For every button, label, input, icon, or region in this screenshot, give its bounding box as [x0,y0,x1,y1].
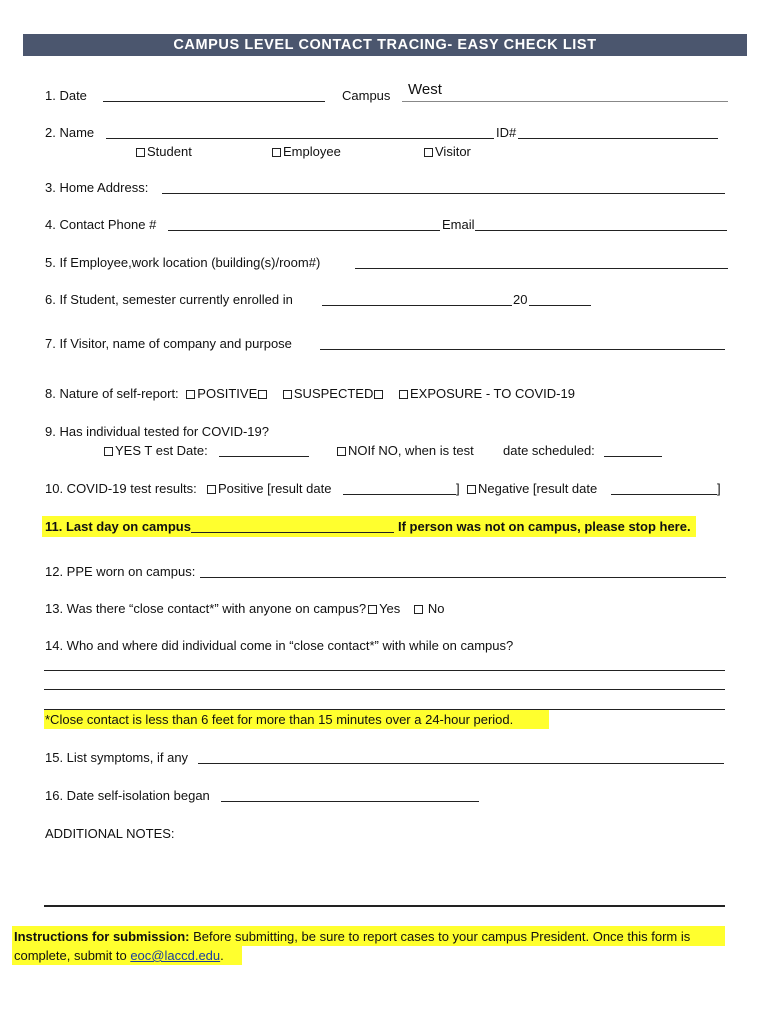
year-field[interactable] [529,305,591,306]
result-positive-checkbox[interactable] [207,485,216,494]
instructions-heading: Instructions for submission: [14,929,190,944]
visitor-option-label: Visitor [435,144,471,159]
last-day-label: 11. Last day on campus [45,519,191,534]
campus-label: Campus [342,88,391,103]
result-positive-bracket: ] [456,481,460,496]
visitor-company-label: 7. If Visitor, name of company and purpose [45,336,292,351]
who-where-label: 14. Who and where did individual come in “close contact*” with while on campus? [45,638,514,653]
instructions-text-2: complete, submit to [14,948,131,963]
visitor-company-field[interactable] [320,349,725,350]
close-contact-yes-label: Yes [379,601,401,616]
name-label: 2. Name [45,125,95,140]
close-contact-label: 13. Was there “close contact*” with anyone on campus? [45,601,367,616]
tested-yes-label: YES T est Date: [115,443,208,458]
tested-no-label: NOIf NO, when is test [348,443,474,458]
ppe-label: 12. PPE worn on campus: [45,564,196,579]
tested-yes-option[interactable] [104,443,208,458]
year-prefix: 20 [513,292,528,307]
semester-label: 6. If Student, semester currently enrolled in [45,292,293,307]
submission-email-link[interactable]: eoc@laccd.edu [130,948,221,963]
result-negative-label: Negative [result date [478,481,598,496]
nature-label: 8. Nature of self-report: [45,386,179,401]
tested-label: 9. Has individual tested for COVID-19? [45,424,269,439]
positive-option-label: POSITIVE [197,386,258,401]
result-negative-option[interactable] [467,481,597,496]
additional-notes-field[interactable] [44,905,725,907]
test-results-label: 10. COVID-19 test results: [45,481,197,496]
employee-option[interactable] [272,144,341,159]
close-contact-no-checkbox[interactable] [414,605,423,614]
date-field[interactable] [103,101,325,102]
student-option-label: Student [147,144,192,159]
email-label: Email [442,217,475,232]
result-positive-option[interactable] [207,481,331,496]
visitor-checkbox[interactable] [424,148,433,157]
symptoms-label: 15. List symptoms, if any [45,750,189,765]
instructions-period: . [220,948,224,963]
positive-extra-checkbox[interactable] [258,390,267,399]
suspected-option-label: SUSPECTED [293,386,374,401]
last-day-field[interactable] [191,532,394,533]
result-positive-label: Positive [result date [218,481,332,496]
additional-notes-label: ADDITIONAL NOTES: [45,826,175,841]
work-location-label: 5. If Employee,work location (building(s)/room#) [45,255,321,270]
close-contact-yes-checkbox[interactable] [368,605,377,614]
name-field[interactable] [106,138,494,139]
close-contact-question [45,601,445,616]
date-scheduled-field[interactable] [604,456,662,457]
who-where-line-1[interactable] [44,670,725,671]
student-option[interactable] [136,144,192,159]
test-date-field[interactable] [219,456,309,457]
result-negative-checkbox[interactable] [467,485,476,494]
tested-yes-checkbox[interactable] [104,447,113,456]
instructions-text-1: Before submitting, be sure to report cases to your campus President. Once this form is [189,929,691,944]
date-label: 1. Date [45,88,87,103]
suspected-checkbox[interactable] [283,390,292,399]
exposure-checkbox[interactable] [399,390,408,399]
form-title: CAMPUS LEVEL CONTACT TRACING- EASY CHECK LIST [173,37,597,53]
who-where-line-2[interactable] [44,689,725,690]
close-contact-note: *Close contact is less than 6 feet for more than 15 minutes over a 24-hour period. [45,712,514,727]
instructions-line-1 [14,929,690,944]
tested-no-option[interactable] [337,443,474,458]
tested-no-checkbox[interactable] [337,447,346,456]
phone-label: 4. Contact Phone # [45,217,157,232]
employee-option-label: Employee [283,144,341,159]
title-bar [23,34,747,56]
close-contact-no-label: No [427,601,445,616]
campus-value: West [408,81,442,98]
self-isolation-label: 16. Date self-isolation began [45,788,210,803]
nature-self-report [45,386,575,401]
home-address-label: 3. Home Address: [45,180,149,195]
symptoms-field[interactable] [198,763,724,764]
employee-checkbox[interactable] [272,148,281,157]
id-field[interactable] [518,138,718,139]
negative-date-field[interactable] [611,494,717,495]
date-scheduled-label: date scheduled: [503,443,595,458]
positive-date-field[interactable] [343,494,456,495]
self-isolation-field[interactable] [221,801,479,802]
visitor-option[interactable] [424,144,471,159]
phone-field[interactable] [168,230,440,231]
student-checkbox[interactable] [136,148,145,157]
campus-field[interactable] [402,101,728,102]
instructions-line-2 [14,948,224,963]
stop-note: If person was not on campus, please stop here. [398,519,691,534]
semester-field[interactable] [322,305,512,306]
email-field[interactable] [475,230,727,231]
home-address-field[interactable] [162,193,725,194]
exposure-option-label: EXPOSURE - TO COVID-19 [409,386,575,401]
suspected-extra-checkbox[interactable] [374,390,383,399]
work-location-field[interactable] [355,268,728,269]
ppe-field[interactable] [200,577,726,578]
result-negative-bracket: ] [717,481,721,496]
positive-checkbox[interactable] [186,390,195,399]
id-label: ID# [496,125,517,140]
